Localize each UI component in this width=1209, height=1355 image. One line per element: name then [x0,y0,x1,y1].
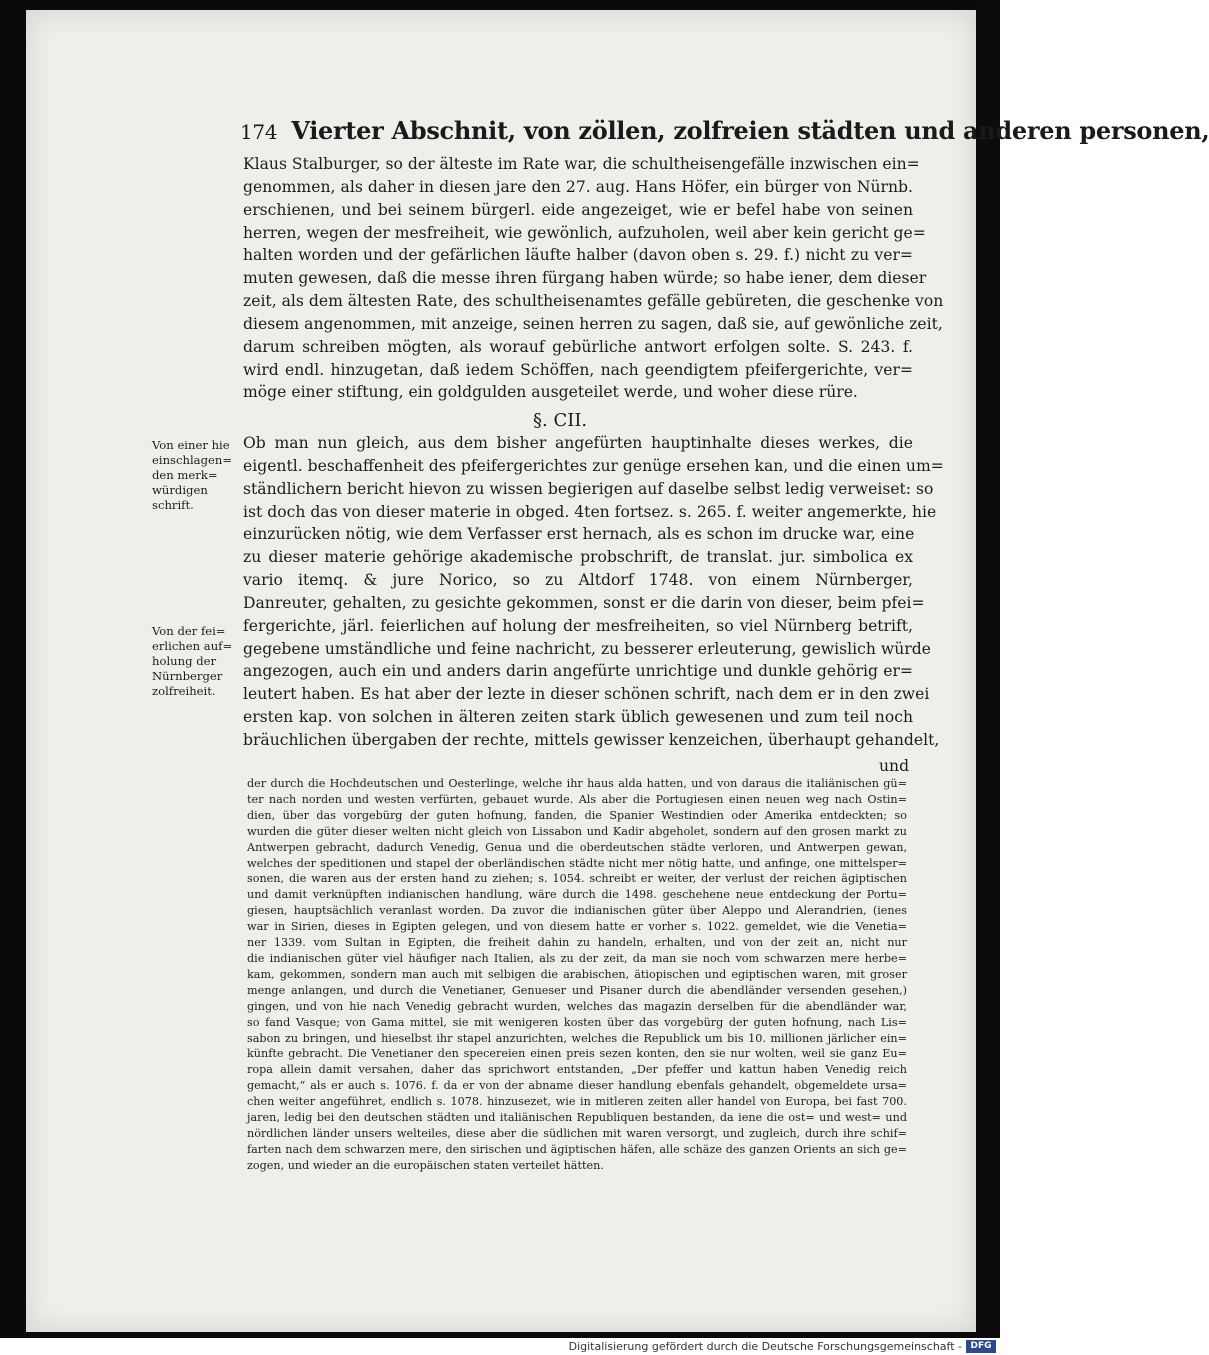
footer-text: Digitalisierung gefördert durch die Deutsche Forschungsgemeinschaft - [568,1340,962,1353]
text-line: muten gewesen, daß die messe ihren fürgang haben würde; so habe iener, dem dieser [243,269,927,288]
footnote-line: gemacht,“ als er auch s. 1076. f. da er von der abname dieser handlung ebenfals gehandelt, obgemeldete ursa= [247,1079,907,1093]
footnote-line: die indianischen güter viel häufiger nach Italien, als zu der zeit, da man sie noch vom schwarzen mere herbe= [247,951,907,965]
text-line: leutert haben. Es hat aber der lezte in dieser schönen schrift, nach dem er in den zwei [243,685,930,704]
text-line: darum schreiben mögten, als worauf gebürliche antwort erfolgen solte. S. 243. f. [243,337,913,356]
margin-note-line: Nürnberger [152,669,223,683]
section-heading: §. CII. [533,410,588,431]
footnote [247,776,907,1174]
footnote-line: farten nach dem schwarzen mere, den sirischen und ägiptischen häfen, alle schäze des ganzen Orients an sich ge= [247,1142,907,1156]
footnote-line: der durch die Hochdeutschen und Oesterlinge, welche ihr haus alda hatten, und von daraus die italiänischen gü= [247,777,907,790]
text-line: bräuchlichen übergaben der rechte, mittels gewisser kenzeichen, überhaupt gehandelt, [243,730,940,749]
footnote-line: kam, gekommen, sondern man auch mit selbigen die arabischen, ätiopischen und egiptischen waren, mit groser [247,967,907,981]
margin-note-line: zolfreiheit. [152,684,216,698]
margin-note-1 [152,438,238,513]
footnote-line: Antwerpen gebracht, dadurch Venedig, Genua und die oberdeutschen städte verloren, und Antwerpen gewan, [247,840,907,854]
catchword: und [879,757,910,775]
footnote-line: sonen, die waren aus der ersten hand zu ziehen; s. 1054. schreibt er weiter, der verlust der reichen ägiptischen [247,872,907,886]
margin-note-line: würdigen [152,483,208,497]
margin-note-2 [152,624,238,699]
paragraph-2 [243,432,944,752]
margin-note-line: einschlagen= [152,453,233,467]
text-line: genommen, als daher in diesen jare den 27. aug. Hans Höfer, ein bürger von Nürnb. [243,177,913,196]
footnote-line: sabon zu bringen, und hieselbst ihr stapel anzurichten, welches die Republick um bis 10. millionen järlicher ein= [247,1031,907,1045]
text-line: möge einer stiftung, ein goldgulden ausgeteilet werde, und woher diese rüre. [243,383,858,402]
footnote-line: nördlichen länder unsers welteiles, diese aber die südlichen mit waren versorgt, und zugleich, durch ihre schif= [247,1126,907,1140]
footnote-line: so fand Vasque; von Gama mittel, sie mit wenigeren kosten über das vorgebürg der guten hofnung, nach Lis= [247,1015,907,1029]
text-line: eigentl. beschaffenheit des pfeifergerichtes zur genüge ersehen kan, und die einen um= [243,456,944,475]
footer-bar [0,1338,1000,1355]
margin-note-line: Von der fei= [152,624,226,638]
text-line: gegebene umständliche und feine nachricht, zu besserer erleuterung, gewislich würde [243,639,931,658]
footnote-line: ter nach norden und westen verfürten, gebauet wurde. Als aber die Portugiesen einen neuen weg nach Ostin= [247,792,907,806]
text-line: Klaus Stalburger, so der älteste im Rate war, die schultheisengefälle inzwischen ein= [243,155,920,173]
footnote-line: ropa allein damit versahen, daher das sprichwort entstanden, „Der pfeffer und kattun haben Venedig reich [247,1063,907,1077]
margin-note-line: schrift. [152,498,194,512]
running-header [240,116,1209,145]
text-line: fergerichte, järl. feierlichen auf holung der mesfreiheiten, so viel Nürnberg betrift, [243,616,913,635]
footnote-line: künfte gebracht. Die Venetianer den specereien einen preis sezen konten, den sie nur wolten, weil sie ganz Eu= [247,1047,907,1061]
margin-note-line: den merk= [152,468,218,482]
text-line: einzurücken nötig, wie dem Verfasser erst hernach, als es schon im drucke war, eine [243,525,915,544]
text-line: diesem angenommen, mit anzeige, seinen herren zu sagen, daß sie, auf gewönliche zeit, [243,314,943,333]
margin-note-line: Von einer hie [152,438,230,452]
footnote-line: dien, über das vorgebürg der guten hofnung, fanden, die Spanier Westindien oder Amerika entdeckten; so [247,808,907,822]
footnote-line: war in Sirien, dieses in Egipten gelegen, und von diesem hatte er vorher s. 1022. gemeldet, wie die Venetia= [247,920,907,934]
text-line: angezogen, auch ein und anders darin angefürte unrichtige und dunkle gehörig er= [243,662,913,681]
paragraph-1 [243,153,944,404]
text-line: Ob man nun gleich, aus dem bisher angefürten hauptinhalte dieses werkes, die [243,434,913,452]
footnote-line: chen weiter angeführet, endlich s. 1078. hinzusezet, wie in mitleren zeiten aller handel von Europa, bei fast 700. [247,1095,907,1109]
text-line: halten worden und der gefärlichen läufte halber (davon oben s. 29. f.) nicht zu ver= [243,246,913,265]
footnote-line: ner 1339. vom Sultan in Egipten, die freiheit dahin zu handeln, erhalten, und von der zeit an, nicht nur [247,936,907,950]
footnote-line: und damit verknüpften indianischen handlung, wäre durch die 1498. geschehene neue entdeckung der Portu= [247,888,907,902]
text-line: wird endl. hinzugetan, daß iedem Schöffen, nach geendigtem pfeifergerichte, ver= [243,360,913,379]
text-line: ist doch das von dieser materie in obged. 4ten fortsez. s. 265. f. weiter angemerkte, hie [243,502,937,521]
footnote-line: jaren, ledig bei den deutschen städten und italiänischen Republiquen bestanden, da iene die ost= und west= und [247,1111,907,1125]
footnote-line: welches der speditionen und stapel der oberländischen städte nicht mer nötig hatte, und anfinge, one mittelsper= [247,856,907,870]
text-line: vario itemq. & jure Norico, so zu Altdorf 1748. von einem Nürnberger, [243,571,913,590]
footnote-line: wurden die güter dieser welten nicht gleich von Lissabon und Kadir abgeholet, sondern auf den grosen markt zu [247,824,907,838]
text-line: ersten kap. von solchen in älteren zeiten stark üblich gewesenen und zum teil noch [243,708,913,727]
footnote-line: zogen, und wieder an die europäischen staten verteilet hätten. [247,1158,604,1172]
text-line: zeit, als dem ältesten Rate, des schultheisenamtes gefälle gebüreten, die geschenke von [243,292,944,311]
text-line: erschienen, und bei seinem bürgerl. eide angezeiget, wie er befel habe von seinen [243,200,913,219]
scan-edge [976,0,1000,1338]
margin-note-line: holung der [152,654,217,668]
text-line: Danreuter, gehalten, zu gesichte gekommen, sonst er die darin von dieser, beim pfei= [243,593,925,612]
footnote-line: menge anlangen, und durch die Venetianer, Genueser und Pisaner durch die abendländer versenden gesehen,) [247,983,907,997]
text-line: zu dieser materie gehörige akademische probschrift, de translat. jur. simbolica ex [243,548,913,567]
text-line: ständlichern bericht hievon zu wissen begierigen auf daselbe selbst ledig verweiset: so [243,479,934,498]
footnote-line: gingen, und von hie nach Venedig gebracht wurden, welches das magazin derselben für die abendländer war, [247,999,907,1013]
running-title: Vierter Abschnit, von zöllen, zolfreien städten und anderen personen, [291,116,1209,145]
dfg-logo: DFG [966,1340,996,1353]
footnote-line: giesen, hauptsächlich veranlast worden. Da zuvor die indianischen güter über Aleppo und Alerandrien, (ienes [247,904,907,918]
page-number: 174 [240,120,278,144]
margin-note-line: erlichen auf= [152,639,233,653]
text-line: herren, wegen der mesfreiheit, wie gewönlich, aufzuholen, weil aber kein gericht ge= [243,223,926,242]
